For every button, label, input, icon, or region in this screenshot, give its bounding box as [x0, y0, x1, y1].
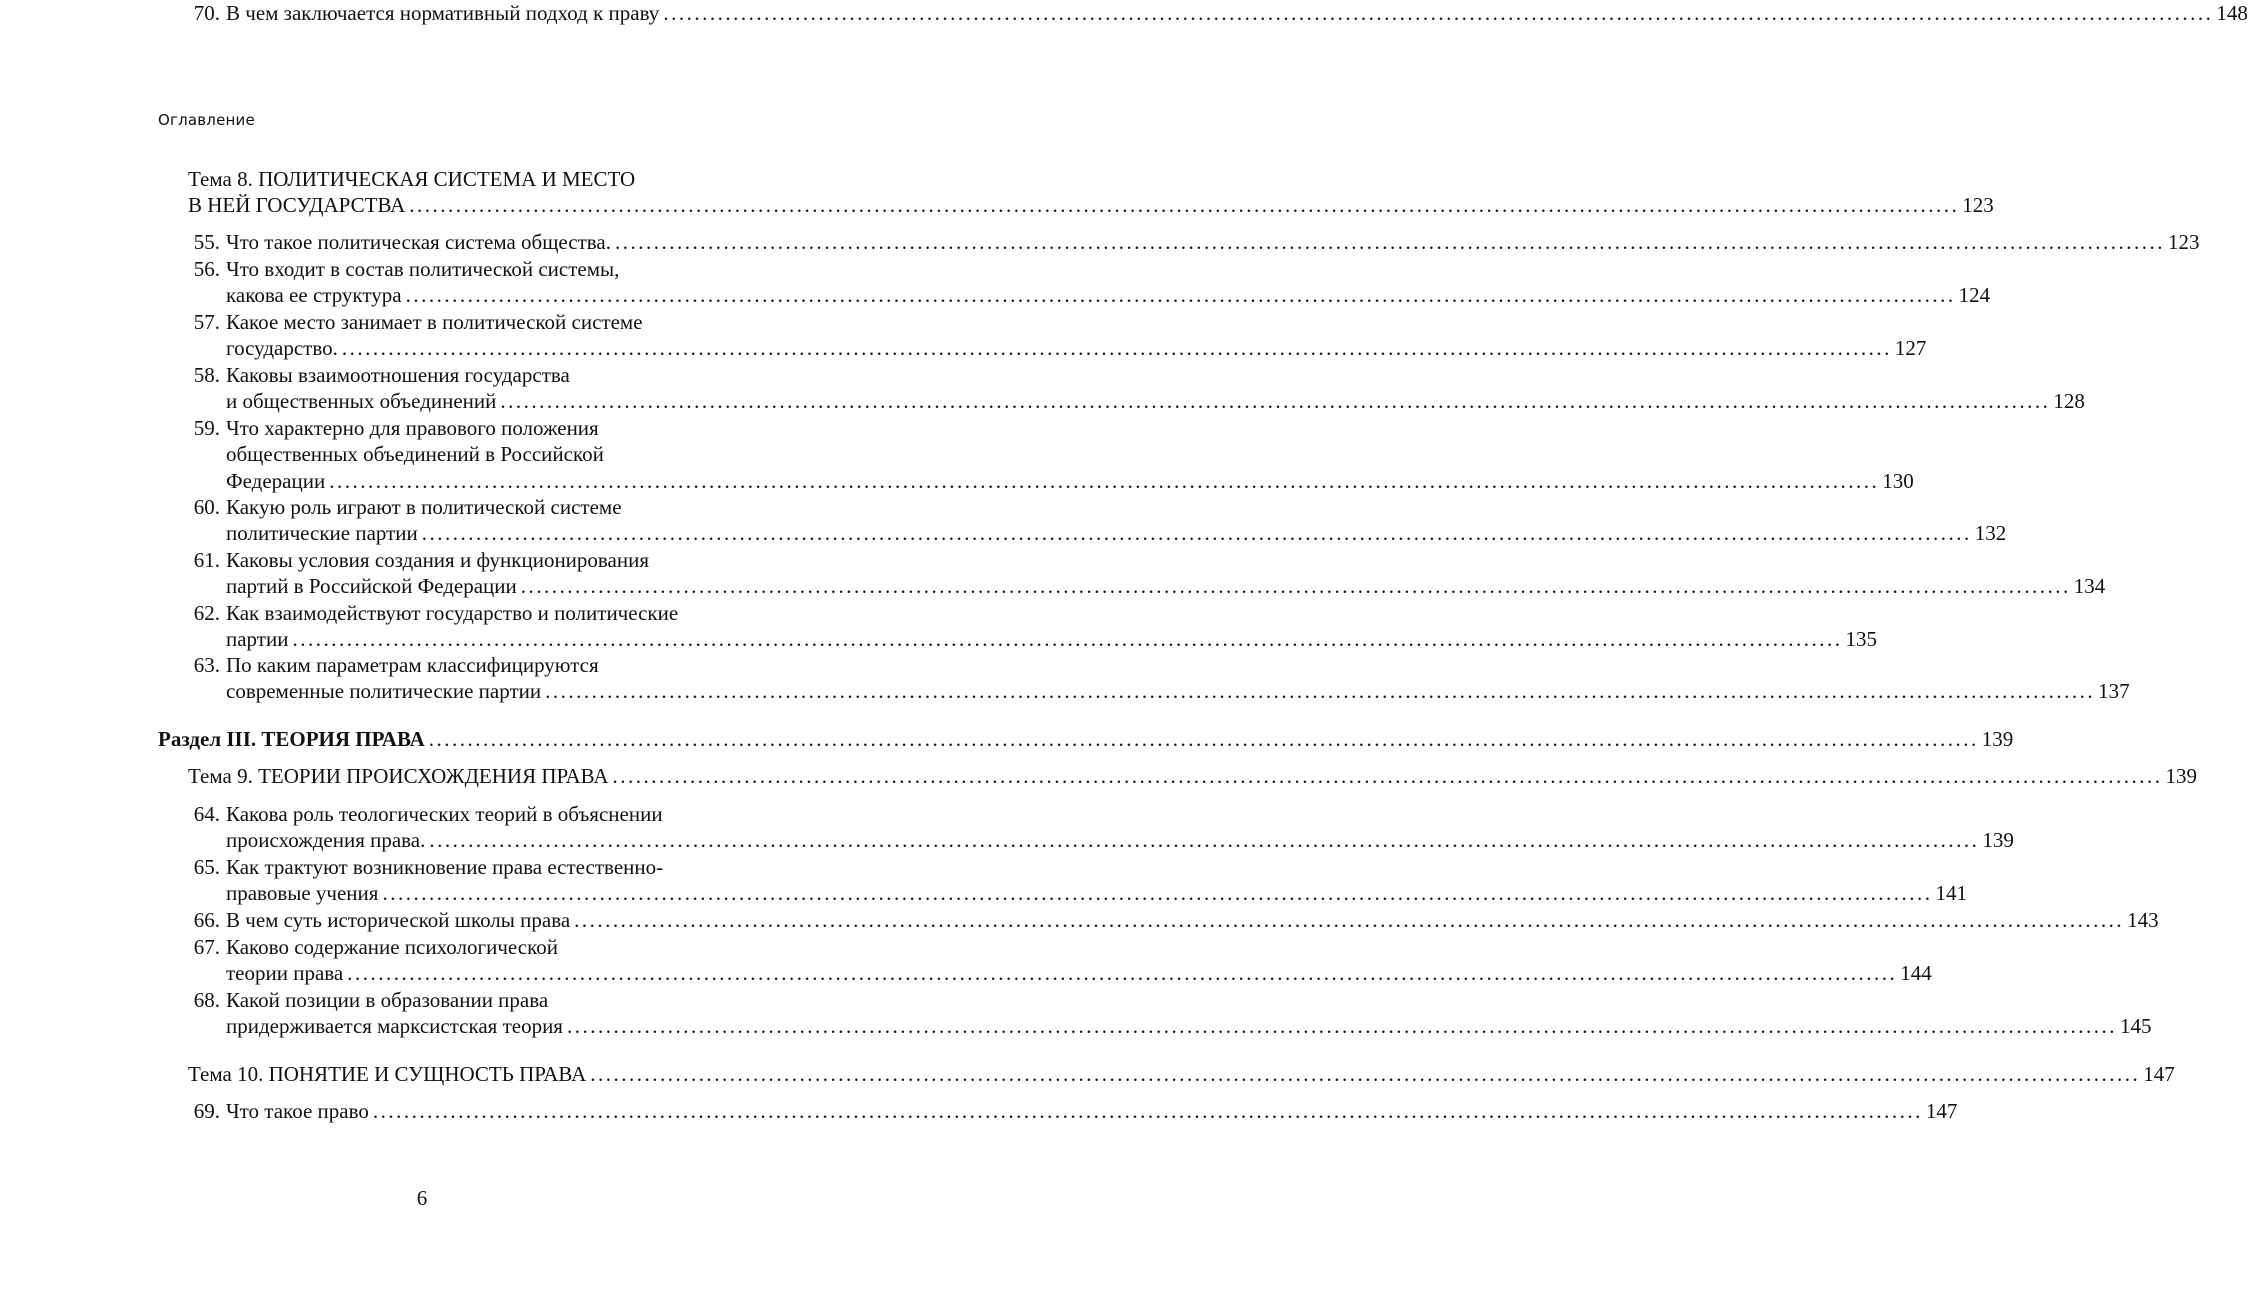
entry-title-line: Как трактуют возникновение права естественно- — [226, 855, 664, 879]
entry-title-line: Что характерно для правового положения — [226, 416, 599, 440]
entry-title-line: Федерации — [226, 468, 326, 493]
page-ref: 123 — [1962, 193, 1994, 218]
entry-title-line: общественных объединений в Российской — [226, 442, 604, 467]
page-ref: 124 — [1958, 283, 1991, 308]
page-ref: 147 — [1925, 1099, 1958, 1123]
entry-number: 69. — [193, 1099, 220, 1123]
entry-title-line: политические партии — [226, 521, 418, 546]
entry-title-line: и общественных объединений — [226, 389, 497, 414]
entry-title-line: Каковы условия создания и функционирования — [226, 548, 650, 572]
page-ref: 132 — [1974, 521, 2007, 546]
page-number: 6 — [416, 1186, 428, 1210]
entry-number: 58. — [193, 363, 220, 387]
entry-title-line: Какова роль теологических теорий в объяснении — [226, 802, 663, 826]
leader-dots: ........................................................................................................................................................................................................ — [292, 627, 1843, 652]
entry-title-line: Тема 9. ТЕОРИИ ПРОИСХОЖДЕНИЯ ПРАВА — [188, 764, 609, 788]
entry-number: 70. — [193, 1, 220, 25]
page-ref: 148 — [2216, 1, 2248, 25]
page-ref: 141 — [1935, 881, 1967, 906]
entry-number: 57. — [193, 310, 220, 334]
page-ref: 128 — [2053, 389, 2085, 414]
leader-dots: ........................................................................................................................................................................................................ — [520, 574, 2071, 599]
page-ref: 127 — [1894, 336, 1927, 361]
leader-dots: ........................................................................................................................................................................................................ — [329, 468, 1880, 493]
leader-dots: ........................................................................................................................................................................................................ — [347, 961, 1898, 986]
entry-number: 59. — [193, 416, 220, 440]
leader-dots: ........................................................................................................................................................................................................ — [409, 193, 1960, 218]
leader-dots: ........................................................................................................................................................................................................ — [405, 283, 1956, 308]
entry-title-line: происхождения права. — [226, 828, 426, 853]
entry-title-line: современные политические партии — [226, 679, 542, 704]
running-head: Оглавление — [158, 111, 255, 129]
entry-title-line: В чем заключается нормативный подход к праву — [226, 1, 660, 25]
leader-dots: ........................................................................................................................................................................................................ — [545, 679, 2096, 704]
entry-title-line: Тема 10. ПОНЯТИЕ И СУЩНОСТЬ ПРАВА — [188, 1062, 587, 1086]
leader-dots: ........................................................................................................................................................................................................ — [421, 521, 1972, 546]
entry-number: 60. — [193, 495, 220, 519]
leader-dots: ........................................................................................................................................................................................................ — [428, 727, 1979, 751]
entry-title-line: Что входит в состав политической системы, — [226, 257, 620, 281]
page-ref: 139 — [2165, 764, 2198, 788]
entry-title-line: партий в Российской Федерации — [226, 574, 517, 599]
leader-dots: ........................................................................................................................................................................................................ — [612, 764, 2163, 788]
entry-title-line: правовые учения — [226, 881, 379, 906]
entry-title-line: придерживается марксистская теория — [226, 1014, 563, 1039]
leader-dots: ........................................................................................................................................................................................................ — [614, 230, 2165, 254]
page-ref: 144 — [1900, 961, 1932, 986]
page-ref: 135 — [1845, 627, 1877, 652]
leader-dots: ........................................................................................................................................................................................................ — [429, 828, 1980, 853]
entry-title-line: Какое место занимает в политической системе — [226, 310, 643, 334]
entry-number: 62. — [193, 601, 220, 625]
entry-title-line: Какую роль играют в политической системе — [226, 495, 622, 519]
entry-title-line: Что такое право — [226, 1099, 369, 1123]
leader-dots: ........................................................................................................................................................................................................ — [566, 1014, 2117, 1039]
entry-number: 55. — [193, 230, 220, 254]
entry-title-line: По каким параметрам классифицируются — [226, 653, 599, 677]
entry-number: 68. — [193, 988, 220, 1012]
entry-number: 66. — [193, 908, 220, 932]
page-ref: 130 — [1882, 468, 1914, 493]
entry-title-line: В чем суть исторической школы права — [226, 908, 571, 932]
entry-number: 63. — [193, 653, 220, 677]
entry-title-line: Раздел III. ТЕОРИЯ ПРАВА — [158, 727, 425, 751]
page-ref: 147 — [2143, 1062, 2175, 1086]
entry-title-line: Каковы взаимоотношения государства — [226, 363, 570, 387]
leader-dots: ........................................................................................................................................................................................................ — [500, 389, 2051, 414]
entry-title-line: Что такое политическая система общества. — [226, 230, 611, 254]
entry-title-line: Каково содержание психологической — [226, 935, 558, 959]
entry-title-line: партии — [226, 627, 289, 652]
leader-dots: ........................................................................................................................................................................................................ — [590, 1062, 2141, 1086]
page-ref: 134 — [2073, 574, 2106, 599]
entry-number: 65. — [193, 855, 220, 879]
page-ref: 145 — [2119, 1014, 2152, 1039]
page-ref: 143 — [2127, 908, 2159, 932]
page-ref: 139 — [1982, 828, 2014, 853]
entry-title-line: государство. — [226, 336, 338, 361]
page-ref: 123 — [2167, 230, 2200, 254]
entry-title-line: Какой позиции в образовании права — [226, 988, 549, 1012]
entry-title-line: теории права — [226, 961, 344, 986]
leader-dots: ........................................................................................................................................................................................................ — [574, 908, 2125, 932]
leader-dots: ........................................................................................................................................................................................................ — [382, 881, 1933, 906]
page-ref: 139 — [1981, 727, 2014, 751]
entry-title-line: Как взаимодействуют государство и политические — [226, 601, 679, 625]
entry-number: 56. — [193, 257, 220, 281]
entry-number: 67. — [193, 935, 220, 959]
entry-title-line: В НЕЙ ГОСУДАРСТВА — [188, 193, 406, 218]
entry-title-line: Тема 8. ПОЛИТИЧЕСКАЯ СИСТЕМА И МЕСТО — [188, 167, 636, 191]
entry-title-line: какова ее структура — [226, 283, 402, 308]
leader-dots: ........................................................................................................................................................................................................ — [372, 1099, 1923, 1123]
page-ref: 137 — [2098, 679, 2130, 704]
leader-dots: ........................................................................................................................................................................................................ — [663, 1, 2214, 25]
entry-number: 64. — [193, 802, 220, 826]
leader-dots: ........................................................................................................................................................................................................ — [341, 336, 1892, 361]
entry-number: 61. — [193, 548, 220, 572]
